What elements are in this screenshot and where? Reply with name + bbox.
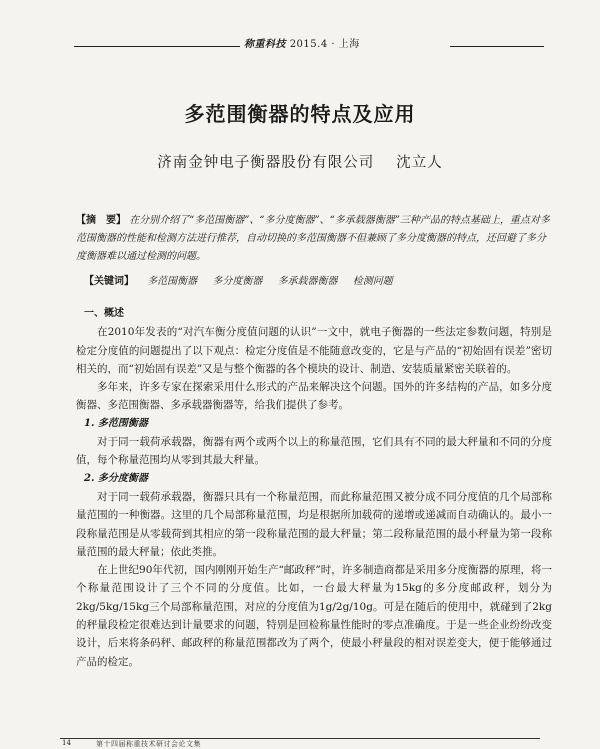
abstract-label: 【摘 要】 xyxy=(76,215,126,226)
subsection-heading: 1. 多范围衡器 xyxy=(84,417,148,429)
author-name: 沈立人 xyxy=(396,155,443,171)
paragraph: 在上世纪90年代初，国内刚刚开始生产“邮政秤”时，许多制造商都是采用多分度衡器的原理，将一个称量范围设计了三个不同的分度值。比如，一台最大秤量为15kg的多分度邮政秤，划分为2kg/5kg/15kg三个局部称量范围，对应的分度值为1g/2g/10g。可是在随后的使用中，就碰到了2kg的秤量段检定很难达到计量要求的问题，特别是回检称量性能时的零点准确度。于是一些企业纷纷改变设计，后来将条码秤、邮政秤的称量范围都改为了两个，使最小秤量段的相对误差变大，便于能够通过产品的检定。 xyxy=(76,564,552,668)
header-rule-right xyxy=(450,46,544,47)
paragraph: 对于同一载荷承载器，衡器有两个或两个以上的称量范围，它们具有不同的最大秤量和不同的分度值，每个称量范围均从零到其最大秤量。 xyxy=(76,436,552,467)
running-header xyxy=(74,38,544,52)
paper-body xyxy=(76,305,552,671)
page-footer xyxy=(0,736,600,747)
author-line xyxy=(0,151,600,172)
header-text xyxy=(244,38,448,52)
paper-title: 多范围衡器的特点及应用 xyxy=(184,102,416,126)
paragraph: 在2010年发表的“对汽车衡分度值问题的认识”一文中，就电子衡器的一些法定参数问题，特别是检定分度值的问题提出了以下观点：检定分度值是不能随意改变的，它是与产品的“初始固有误差”密切相关的，而“初始固有误差”又是与整个衡器的各个模块的设计、制造、安装质量紧密关联着的。 xyxy=(76,326,552,375)
footer-text: 第十四届称重技术研讨会论文集 xyxy=(96,740,201,748)
keyword: 多分度衡器 xyxy=(212,276,263,287)
section-heading: 一、概述 xyxy=(84,308,124,319)
author-affiliation: 济南金钟电子衡器股份有限公司 xyxy=(157,155,375,171)
paragraph: 对于同一载荷承载器，衡器只具有一个称量范围，而此称量范围又被分成不同分度值的几个局部称量范围的一种衡器。这里的几个局部称量范围，均是根据所加载荷的递增或递减而自动确认的。最小一段称量范围是从零载荷到其相应的第一段称量范围的最大秤量；第二段称量范围的最小秤量为第一段称量范围的最大秤量；依此类推。 xyxy=(76,490,552,558)
keyword: 多范围衡器 xyxy=(147,276,198,287)
abstract xyxy=(76,212,552,266)
keywords xyxy=(84,274,554,290)
header-rule-left xyxy=(74,46,240,47)
subsection-heading: 2. 多分度衡器 xyxy=(84,472,148,484)
keyword: 检测问题 xyxy=(352,276,393,287)
paragraph: 多年来，许多专家在探索采用什么形式的产品来解决这个问题。国外的许多结构的产品，如多分度衡器、多范围衡器、多承载器衡器等，给我们提供了参考。 xyxy=(76,381,552,412)
page-number: 14 xyxy=(62,739,71,747)
journal-name: 称重科技 xyxy=(244,39,286,50)
issue-info: 2015.4 · 上海 xyxy=(289,39,360,50)
keywords-label: 【关键词】 xyxy=(84,276,134,287)
keyword: 多承载器衡器 xyxy=(277,276,338,287)
abstract-text: 在分别介绍了“多范围衡器”、“多分度衡器”、“多承载器衡器”三种产品的特点基础上，重点对多范围衡器的性能和检测方法进行推荐，自动切换的多范围衡器不但兼顾了多分度衡器的特点，还回避了多分度衡器难以通过检测的问题。 xyxy=(76,215,550,262)
